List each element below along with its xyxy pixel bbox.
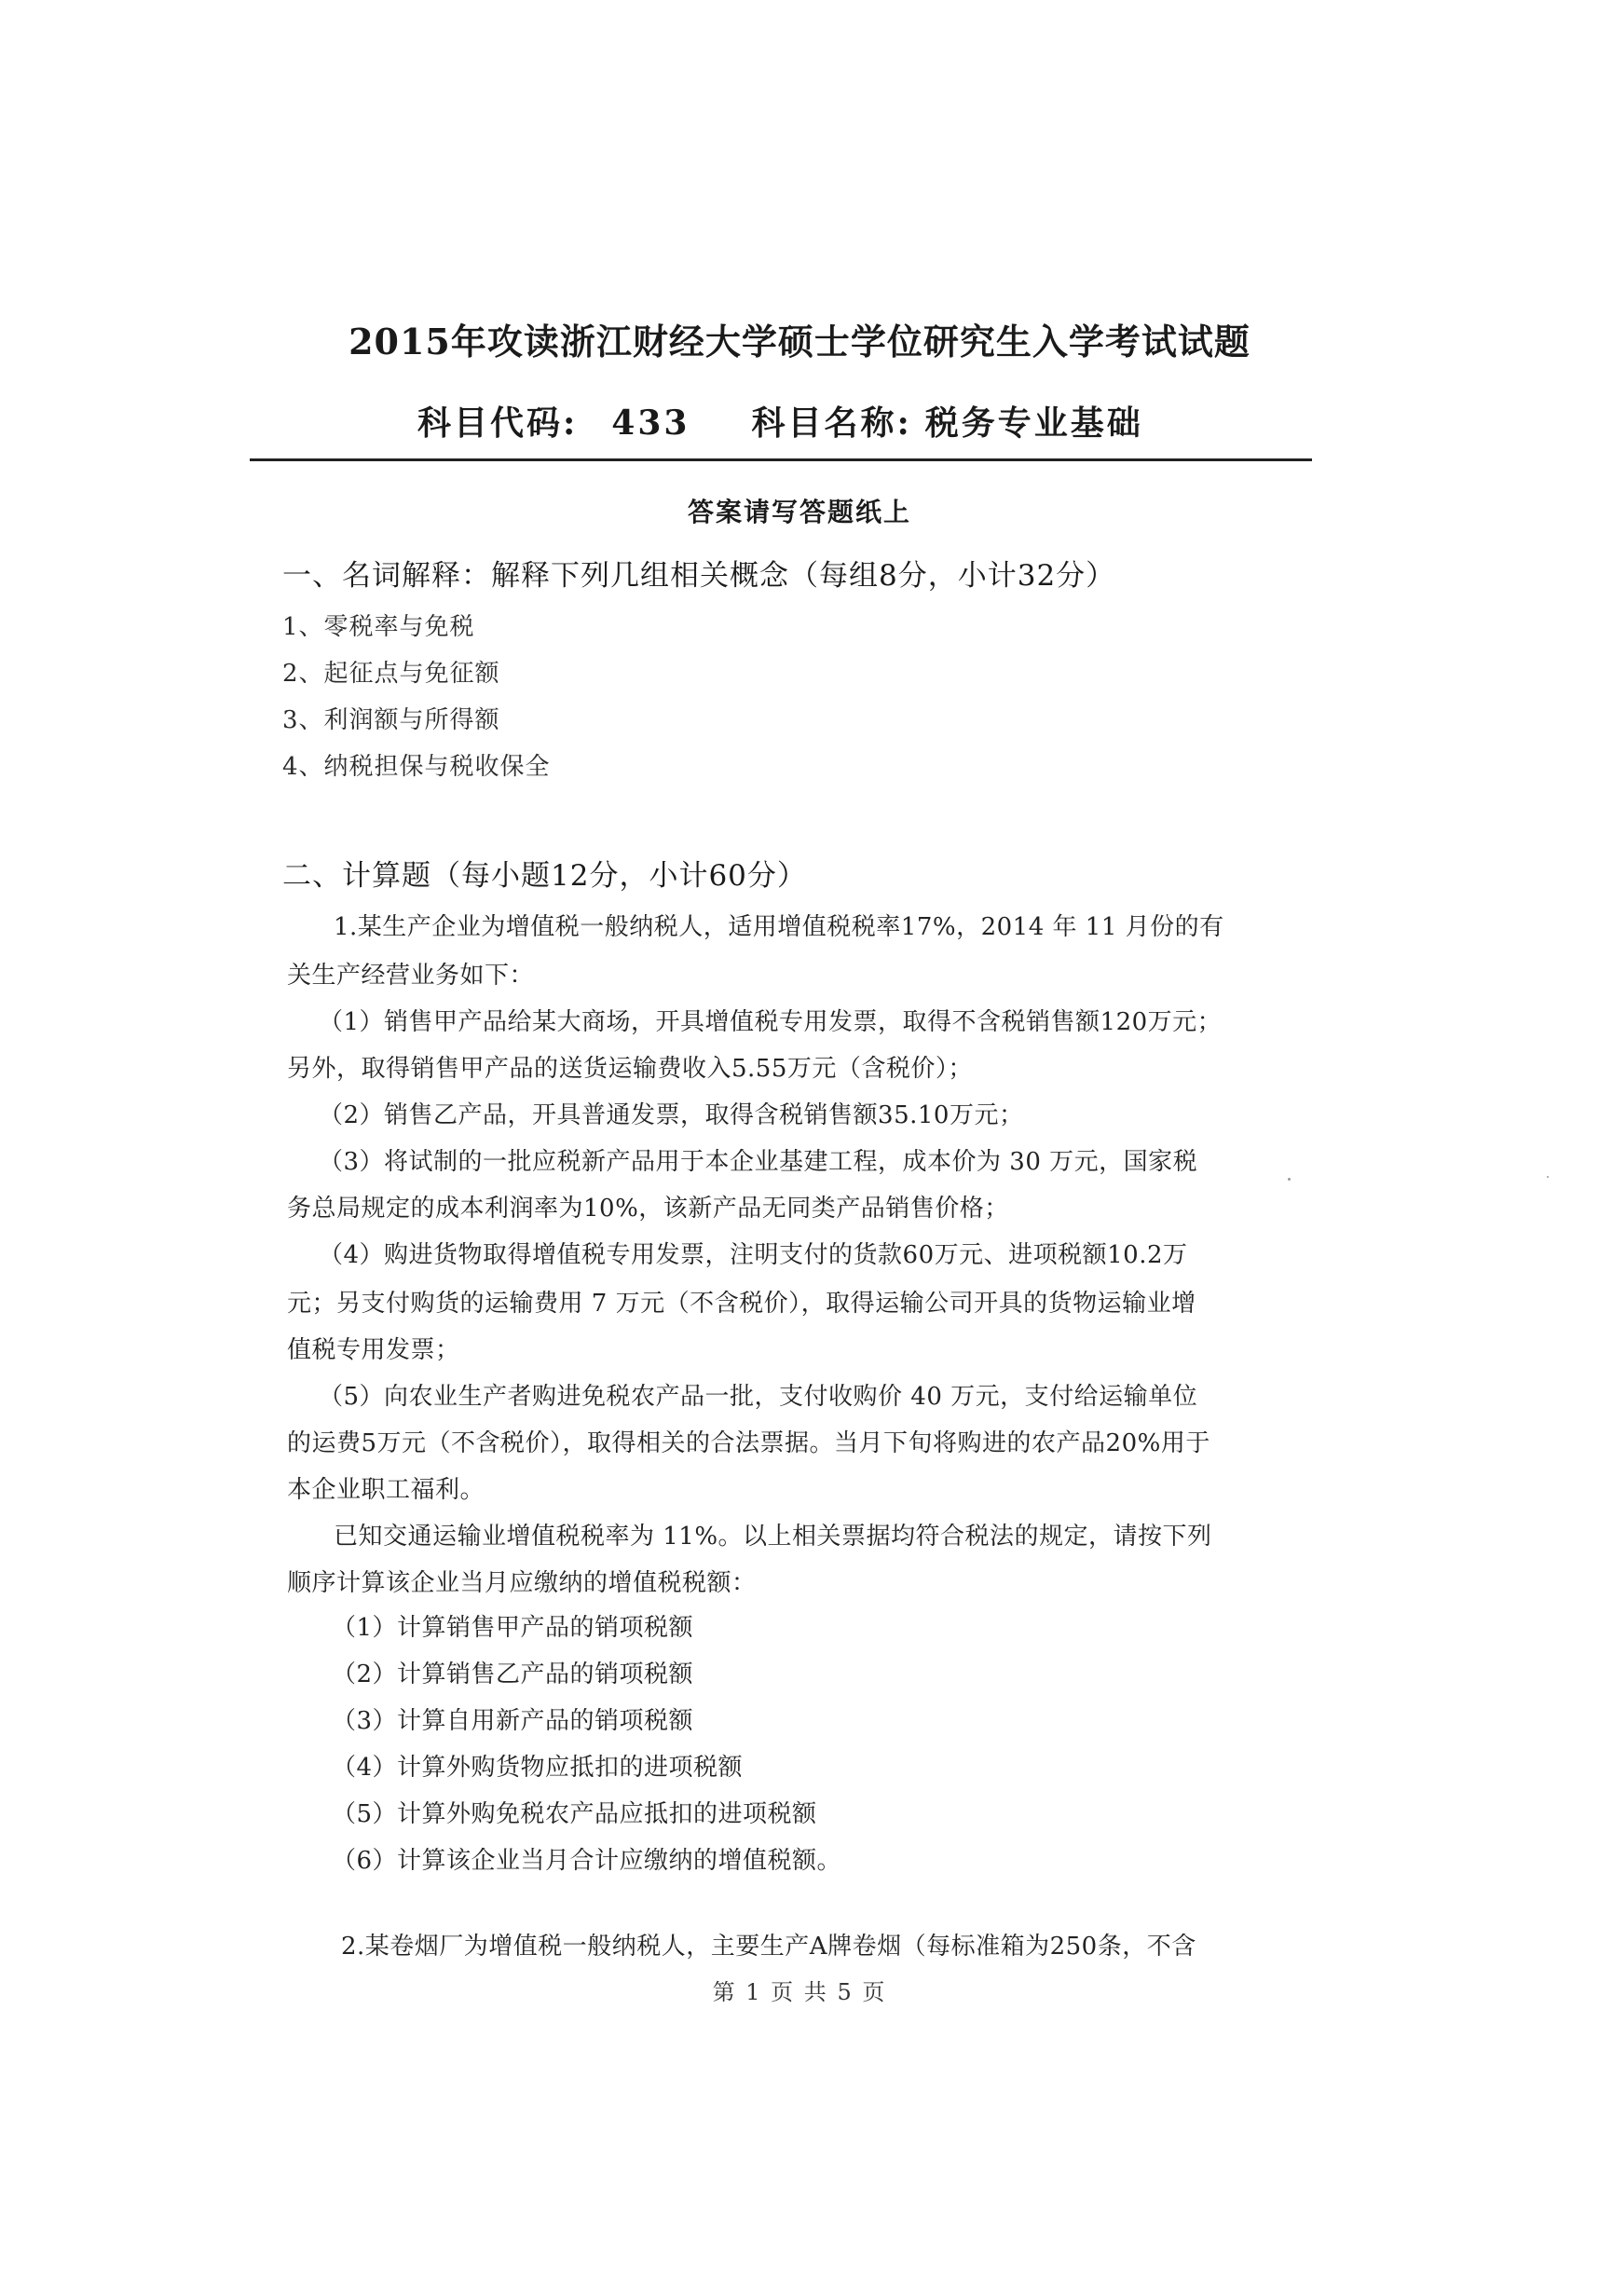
subject-code-label: 科目代码: bbox=[417, 403, 579, 443]
section1-item: 1、零税率与免税 bbox=[282, 613, 475, 641]
section1-heading: 一、名词解释：解释下列几组相关概念（每组8分，小计32分） bbox=[282, 559, 1116, 593]
q1-known-line: 已知交通运输业增值税税率为 11%。以上相关票据均符合税法的规定，请按下列 bbox=[334, 1523, 1212, 1551]
q1-business-line: （3）将试制的一批应税新产品用于本企业基建工程，成本价为 30 万元，国家税 bbox=[319, 1148, 1198, 1176]
q1-business-line: 的运费5万元（不含税价），取得相关的合法票据。当月下旬将购进的农产品20%用于 bbox=[287, 1429, 1210, 1457]
q1-business-line: 本企业职工福利。 bbox=[287, 1476, 485, 1504]
q1-business-line: 务总局规定的成本利润率为10%，该新产品无同类产品销售价格； bbox=[287, 1195, 1009, 1223]
q1-ask-item: （1）计算销售甲产品的销项税额 bbox=[332, 1614, 694, 1642]
q1-ask-item: （6）计算该企业当月合计应缴纳的增值税额。 bbox=[332, 1847, 842, 1875]
q1-ask-item: （4）计算外购货物应抵扣的进项税额 bbox=[332, 1754, 744, 1782]
q1-ask-item: （3）计算自用新产品的销项税额 bbox=[332, 1707, 694, 1735]
q1-business-line: 另外，取得销售甲产品的送货运输费收入5.55万元（含税价）； bbox=[287, 1055, 973, 1083]
q1-business-line: 元；另支付购货的运输费用 7 万元（不含税价），取得运输公司开具的货物运输业增 bbox=[287, 1290, 1196, 1318]
answer-notice: 答案请写答题纸上 bbox=[687, 497, 911, 527]
exam-title: 2015年攻读浙江财经大学硕士学位研究生入学考试试题 bbox=[348, 321, 1250, 362]
subject-name-label: 科目名称: bbox=[751, 403, 912, 443]
section2-heading: 二、计算题（每小题12分，小计60分） bbox=[282, 859, 807, 893]
q1-known-line: 顺序计算该企业当月应缴纳的增值税税额： bbox=[287, 1569, 757, 1597]
scan-speck bbox=[1547, 1176, 1549, 1178]
section1-item: 4、纳税担保与税收保全 bbox=[282, 753, 551, 781]
q1-business-line: （2）销售乙产品，开具普通发票，取得含税销售额35.10万元； bbox=[319, 1101, 1024, 1129]
section1-item: 3、利润额与所得额 bbox=[282, 706, 500, 734]
q1-business-line: （1）销售甲产品给某大商场，开具增值税专用发票，取得不含税销售额120万元； bbox=[319, 1008, 1223, 1036]
q1-business-line: （5）向农业生产者购进免税农产品一批，支付收购价 40 万元，支付给运输单位 bbox=[319, 1383, 1198, 1411]
q1-business-line: 值税专用发票； bbox=[287, 1336, 460, 1364]
subject-name: 税务专业基础 bbox=[924, 403, 1143, 443]
q1-business-line: （4）购进货物取得增值税专用发票，注明支付的货款60万元、进项税额10.2万 bbox=[319, 1241, 1188, 1269]
q1-ask-item: （2）计算销售乙产品的销项税额 bbox=[332, 1660, 694, 1688]
q2-intro-line: 2.某卷烟厂为增值税一般纳税人，主要生产A牌卷烟（每标准箱为250条，不含 bbox=[341, 1933, 1196, 1961]
header-divider bbox=[250, 458, 1312, 461]
section1-item: 2、起征点与免征额 bbox=[282, 660, 500, 688]
q1-intro-line: 1.某生产企业为增值税一般纳税人，适用增值税税率17%，2014 年 11 月份的有 bbox=[334, 913, 1224, 941]
page-footer: 第 1 页 共 5 页 bbox=[712, 1979, 887, 2005]
q1-intro-line: 关生产经营业务如下： bbox=[287, 962, 535, 990]
scan-speck bbox=[1288, 1178, 1291, 1181]
subject-code: 433 bbox=[611, 403, 690, 443]
subject-line bbox=[417, 397, 1143, 444]
q1-ask-item: （5）计算外购免税农产品应抵扣的进项税额 bbox=[332, 1800, 817, 1828]
